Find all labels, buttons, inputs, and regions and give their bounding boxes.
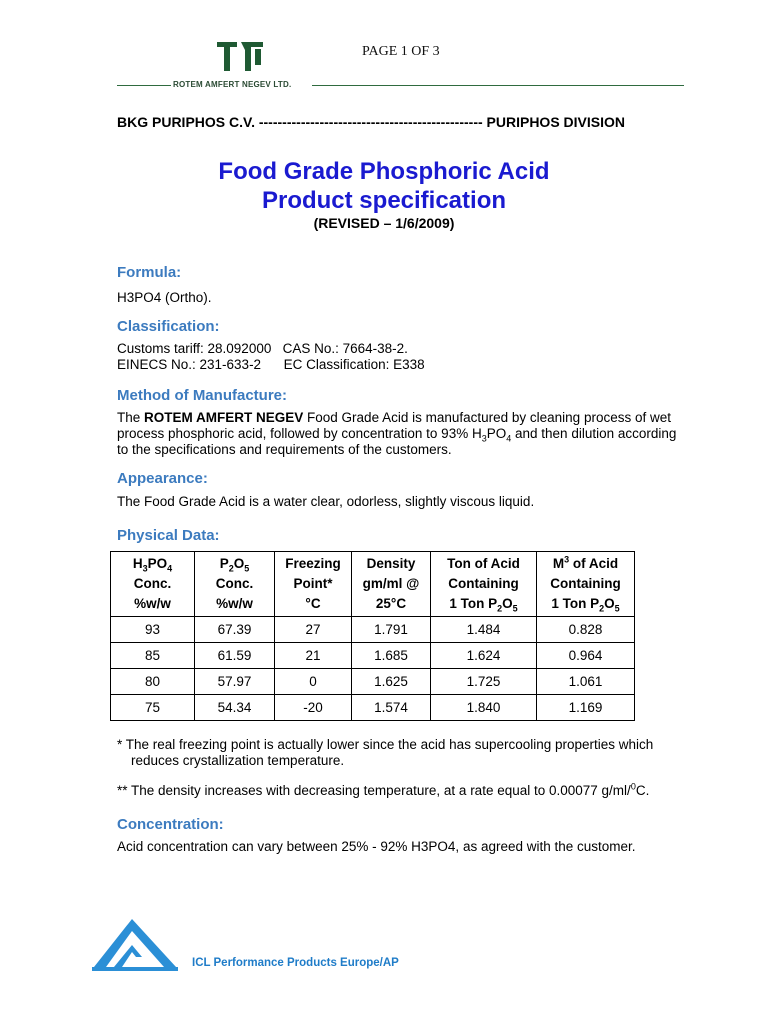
footer-company: ICL Performance Products Europe/AP [192,957,399,969]
division-header [117,114,687,130]
table-row [111,617,635,643]
header-p2o5: $P_2O_5$ Conc. %w/w [195,552,275,617]
table-cell: 1.725 [431,669,537,695]
table-cell: 1.624 [431,643,537,669]
appearance-text: The Food Grade Acid is a water clear, odorless, slightly viscous liquid. [117,494,535,509]
header-ton-of-acid: Ton of Acid Containing 1 Ton $P_2O_5$ [431,552,537,617]
table-cell: 27 [275,617,352,643]
note-freezing-2: reduces crystallization temperature. [131,753,345,768]
formula-text: H3PO4 (Ortho). [117,290,212,305]
classification-line-1: Customs tariff: 28.092000 CAS No.: 7664-38-2. [117,341,408,356]
header-rule-left [117,85,171,86]
table-cell: 57.97 [195,669,275,695]
icl-logo-icon [92,917,178,971]
physical-data-table [110,551,635,721]
header-dashes: ------------------------------------------------ [258,114,483,130]
table-cell: 75 [111,695,195,721]
header-right: PURIPHOS DIVISION [486,114,625,130]
manufacture-text: The ROTEM AMFERT NEGEV Food Grade Acid is manufactured by cleaning process of wet process phosphoric acid, followed by concentration to 93% $H_3PO_4$ and then dilution according to the specifications and requirements of the customers. [117,410,677,457]
table-cell: 1.169 [537,695,635,721]
company-bold: ROTEM AMFERT NEGEV [144,410,304,425]
table-cell: 93 [111,617,195,643]
table-cell: 0.964 [537,643,635,669]
appearance-heading: Appearance: [117,470,208,487]
concentration-heading: Concentration: [117,816,224,833]
page-number: PAGE 1 OF 3 [362,44,440,59]
table-cell: 54.34 [195,695,275,721]
page-title: Food Grade Phosphoric Acid [218,158,550,185]
table-row [111,643,635,669]
formula-heading: Formula: [117,264,182,281]
classification-line-2: EINECS No.: 231-633-2 EC Classification: E338 [117,357,425,372]
header-density: Density gm/ml @ 25°C [352,552,431,617]
header-m3-of-acid: $M^3$ of Acid Containing 1 Ton $P_2O_5$ [537,552,635,617]
revision-date: (REVISED – 1/6/2009) [313,215,455,231]
classification-heading: Classification: [117,318,220,335]
header-rule-right [312,85,684,86]
header-left: BKG PURIPHOS C.V. [117,114,255,130]
table-cell: 1.685 [352,643,431,669]
manufacture-heading: Method of Manufacture: [117,387,287,404]
table-cell: 1.484 [431,617,537,643]
table-cell: 0 [275,669,352,695]
table-cell: 1.061 [537,669,635,695]
table-cell: -20 [275,695,352,721]
physical-data-heading: Physical Data: [117,527,220,544]
table-cell: 1.791 [352,617,431,643]
table-cell: 0.828 [537,617,635,643]
table-cell: 61.59 [195,643,275,669]
table-header-row [111,552,635,617]
table-cell: 80 [111,669,195,695]
page-subtitle: Product specification [261,187,507,214]
table-cell: 85 [111,643,195,669]
table-row [111,669,635,695]
table-row [111,695,635,721]
table-cell: 1.625 [352,669,431,695]
company-name: ROTEM AMFERT NEGEV LTD. [173,80,292,89]
table-cell: 67.39 [195,617,275,643]
rotem-logo-icon [213,40,265,80]
header-freezing-point: Freezing Point* °C [275,552,352,617]
note-density: ** The density increases with decreasing temperature, at a rate equal to 0.00077 g/ml/$^0$C. [117,781,650,798]
concentration-text: Acid concentration can vary between 25% - 92% H3PO4, as agreed with the customer. [117,839,636,854]
table-cell: 1.840 [431,695,537,721]
note-freezing-1: * The real freezing point is actually lower since the acid has supercooling properties which [117,737,654,752]
header-h3po4: $H_3PO_4$ Conc. %w/w [111,552,195,617]
table-cell: 1.574 [352,695,431,721]
table-cell: 21 [275,643,352,669]
